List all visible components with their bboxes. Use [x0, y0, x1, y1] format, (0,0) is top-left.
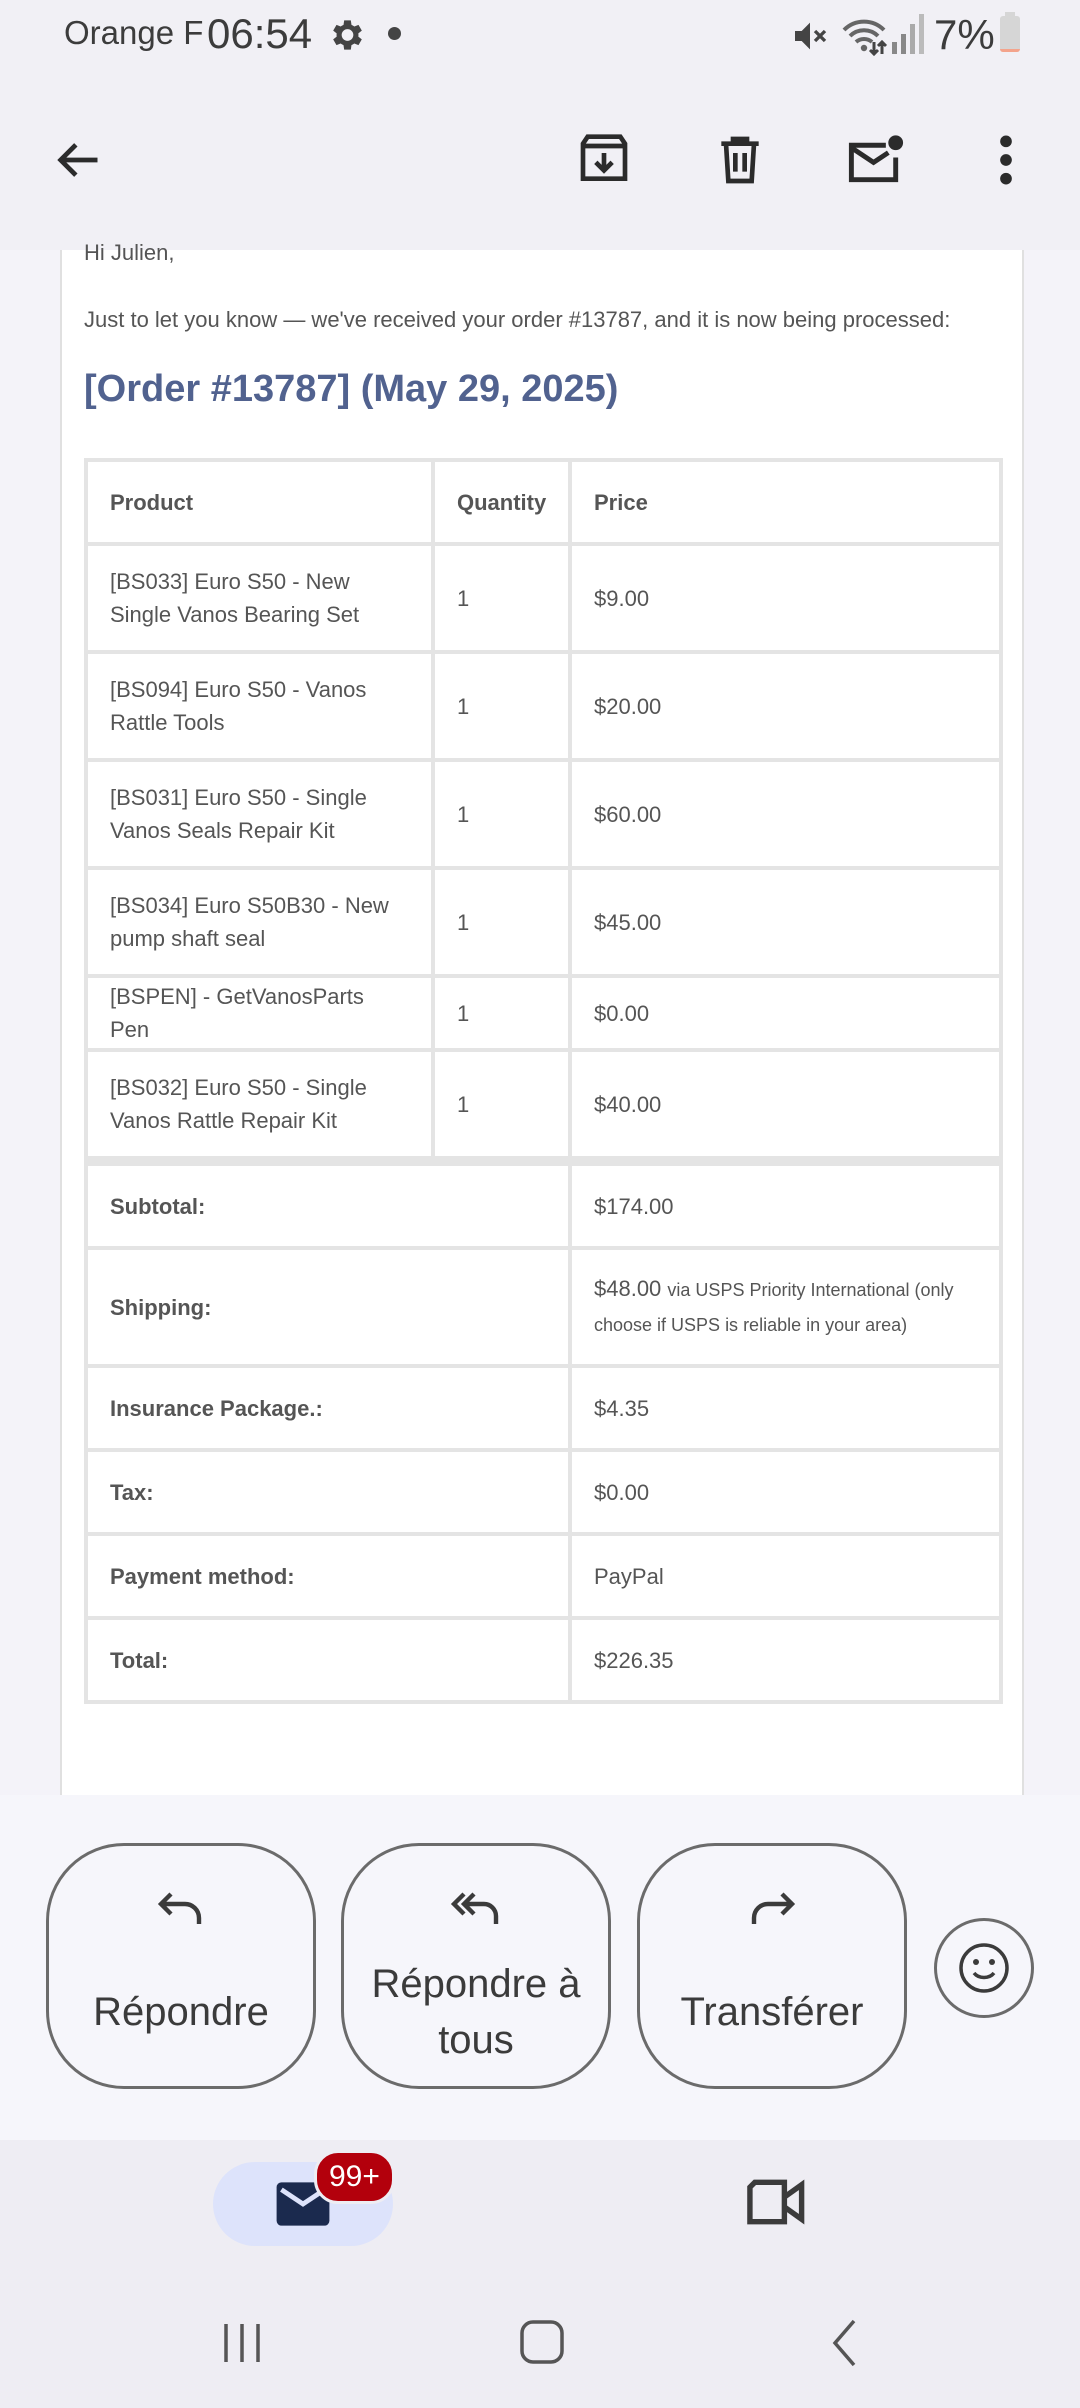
mark-unread-button[interactable]	[836, 120, 916, 200]
total-value: $226.35	[570, 1618, 1001, 1702]
payment-value: PayPal	[570, 1534, 1001, 1618]
shipping-row	[86, 1248, 1001, 1366]
header-price: Price	[570, 460, 1001, 544]
item-product: [BS031] Euro S50 - Single Vanos Seals Repair Kit	[86, 760, 433, 868]
home-icon[interactable]	[518, 2318, 566, 2366]
table-row	[86, 652, 1001, 760]
battery-percent: 7%	[934, 11, 995, 58]
item-quantity: 1	[433, 976, 570, 1050]
order-heading: [Order #13787] (May 29, 2025)	[84, 368, 619, 410]
emoji-reaction-button[interactable]	[934, 1918, 1034, 2018]
header-product: Product	[86, 460, 433, 544]
intro-text: Just to let you know — we've received your order #13787, and it is now being processed:	[84, 307, 951, 332]
table-row	[86, 1050, 1001, 1161]
clock: 06:54	[207, 10, 313, 57]
shipping-value: $48.00	[594, 1276, 662, 1301]
table-row	[86, 760, 1001, 868]
carrier-name: Orange F	[64, 14, 204, 51]
back-button[interactable]	[38, 120, 118, 200]
item-quantity: 1	[433, 868, 570, 976]
order-table	[84, 458, 1003, 1704]
item-price: $9.00	[570, 544, 1001, 652]
item-price: $0.00	[570, 976, 1001, 1050]
insurance-value: $4.35	[570, 1366, 1001, 1450]
shipping-label: Shipping:	[86, 1248, 570, 1366]
more-options-icon	[996, 132, 1016, 188]
forward-icon	[746, 1888, 798, 1928]
forward-button[interactable]	[637, 1843, 907, 2089]
back-arrow-icon	[52, 134, 104, 186]
table-row	[86, 868, 1001, 976]
wifi-icon	[840, 14, 888, 58]
tax-row	[86, 1450, 1001, 1534]
back-nav-icon[interactable]	[830, 2318, 860, 2368]
item-price: $45.00	[570, 868, 1001, 976]
mark-unread-icon	[844, 130, 908, 190]
tax-value: $0.00	[570, 1450, 1001, 1534]
battery-fill	[1000, 49, 1020, 52]
insurance-label: Insurance Package.:	[86, 1366, 570, 1450]
system-navigation-bar	[0, 2280, 1080, 2408]
battery-icon	[1000, 16, 1020, 52]
email-toolbar	[0, 70, 1080, 250]
reply-label: Répondre	[93, 1990, 269, 2034]
item-quantity: 1	[433, 652, 570, 760]
item-product: [BS032] Euro S50 - Single Vanos Rattle Repair Kit	[86, 1050, 433, 1161]
item-product: [BSPEN] - GetVanosParts Pen	[86, 976, 433, 1050]
reply-icon	[155, 1888, 207, 1928]
delete-button[interactable]	[700, 120, 780, 200]
item-quantity: 1	[433, 1050, 570, 1161]
reply-button[interactable]	[46, 1843, 316, 2089]
item-product: [BS033] Euro S50 - New Single Vanos Bearing Set	[86, 544, 433, 652]
payment-label: Payment method:	[86, 1534, 570, 1618]
subtotal-value: $174.00	[570, 1161, 1001, 1248]
total-row	[86, 1618, 1001, 1702]
insurance-row	[86, 1366, 1001, 1450]
bottom-navigation	[0, 2140, 1080, 2280]
more-options-button[interactable]	[966, 120, 1046, 200]
subtotal-row	[86, 1161, 1001, 1248]
item-price: $60.00	[570, 760, 1001, 868]
item-price: $20.00	[570, 652, 1001, 760]
notification-dot	[388, 27, 401, 40]
status-bar	[0, 0, 1080, 70]
reply-all-icon	[450, 1888, 502, 1928]
item-product: [BS094] Euro S50 - Vanos Rattle Tools	[86, 652, 433, 760]
meet-tab[interactable]	[745, 2176, 809, 2228]
forward-label: Transférer	[680, 1990, 864, 2034]
reply-all-label-line1: Répondre à	[371, 1962, 581, 2006]
unread-badge: 99+	[314, 2150, 395, 2204]
gear-icon	[326, 15, 366, 55]
email-body	[60, 240, 1024, 1795]
shipping-cell	[570, 1248, 1001, 1366]
reply-actions	[0, 1795, 1080, 2140]
archive-icon	[576, 132, 632, 188]
item-quantity: 1	[433, 544, 570, 652]
table-header-row	[86, 460, 1001, 544]
tax-label: Tax:	[86, 1450, 570, 1534]
subtotal-label: Subtotal:	[86, 1161, 570, 1248]
signal-icon	[892, 14, 924, 54]
recent-apps-icon[interactable]	[220, 2320, 264, 2366]
smiley-icon	[937, 1921, 1031, 2015]
reply-all-button[interactable]	[341, 1843, 611, 2089]
table-row	[86, 976, 1001, 1050]
header-quantity: Quantity	[433, 460, 570, 544]
payment-row	[86, 1534, 1001, 1618]
total-label: Total:	[86, 1618, 570, 1702]
item-quantity: 1	[433, 760, 570, 868]
video-camera-icon	[745, 2176, 809, 2228]
item-product: [BS034] Euro S50B30 - New pump shaft seal	[86, 868, 433, 976]
delete-icon	[712, 132, 768, 188]
greeting: Hi Julien,	[84, 240, 175, 265]
mute-icon	[790, 16, 830, 56]
archive-button[interactable]	[564, 120, 644, 200]
reply-all-label-line2: tous	[438, 2018, 514, 2062]
shipping-note: via USPS Priority International (only choose if USPS is reliable in your area)	[594, 1280, 954, 1335]
item-price: $40.00	[570, 1050, 1001, 1161]
table-row	[86, 544, 1001, 652]
